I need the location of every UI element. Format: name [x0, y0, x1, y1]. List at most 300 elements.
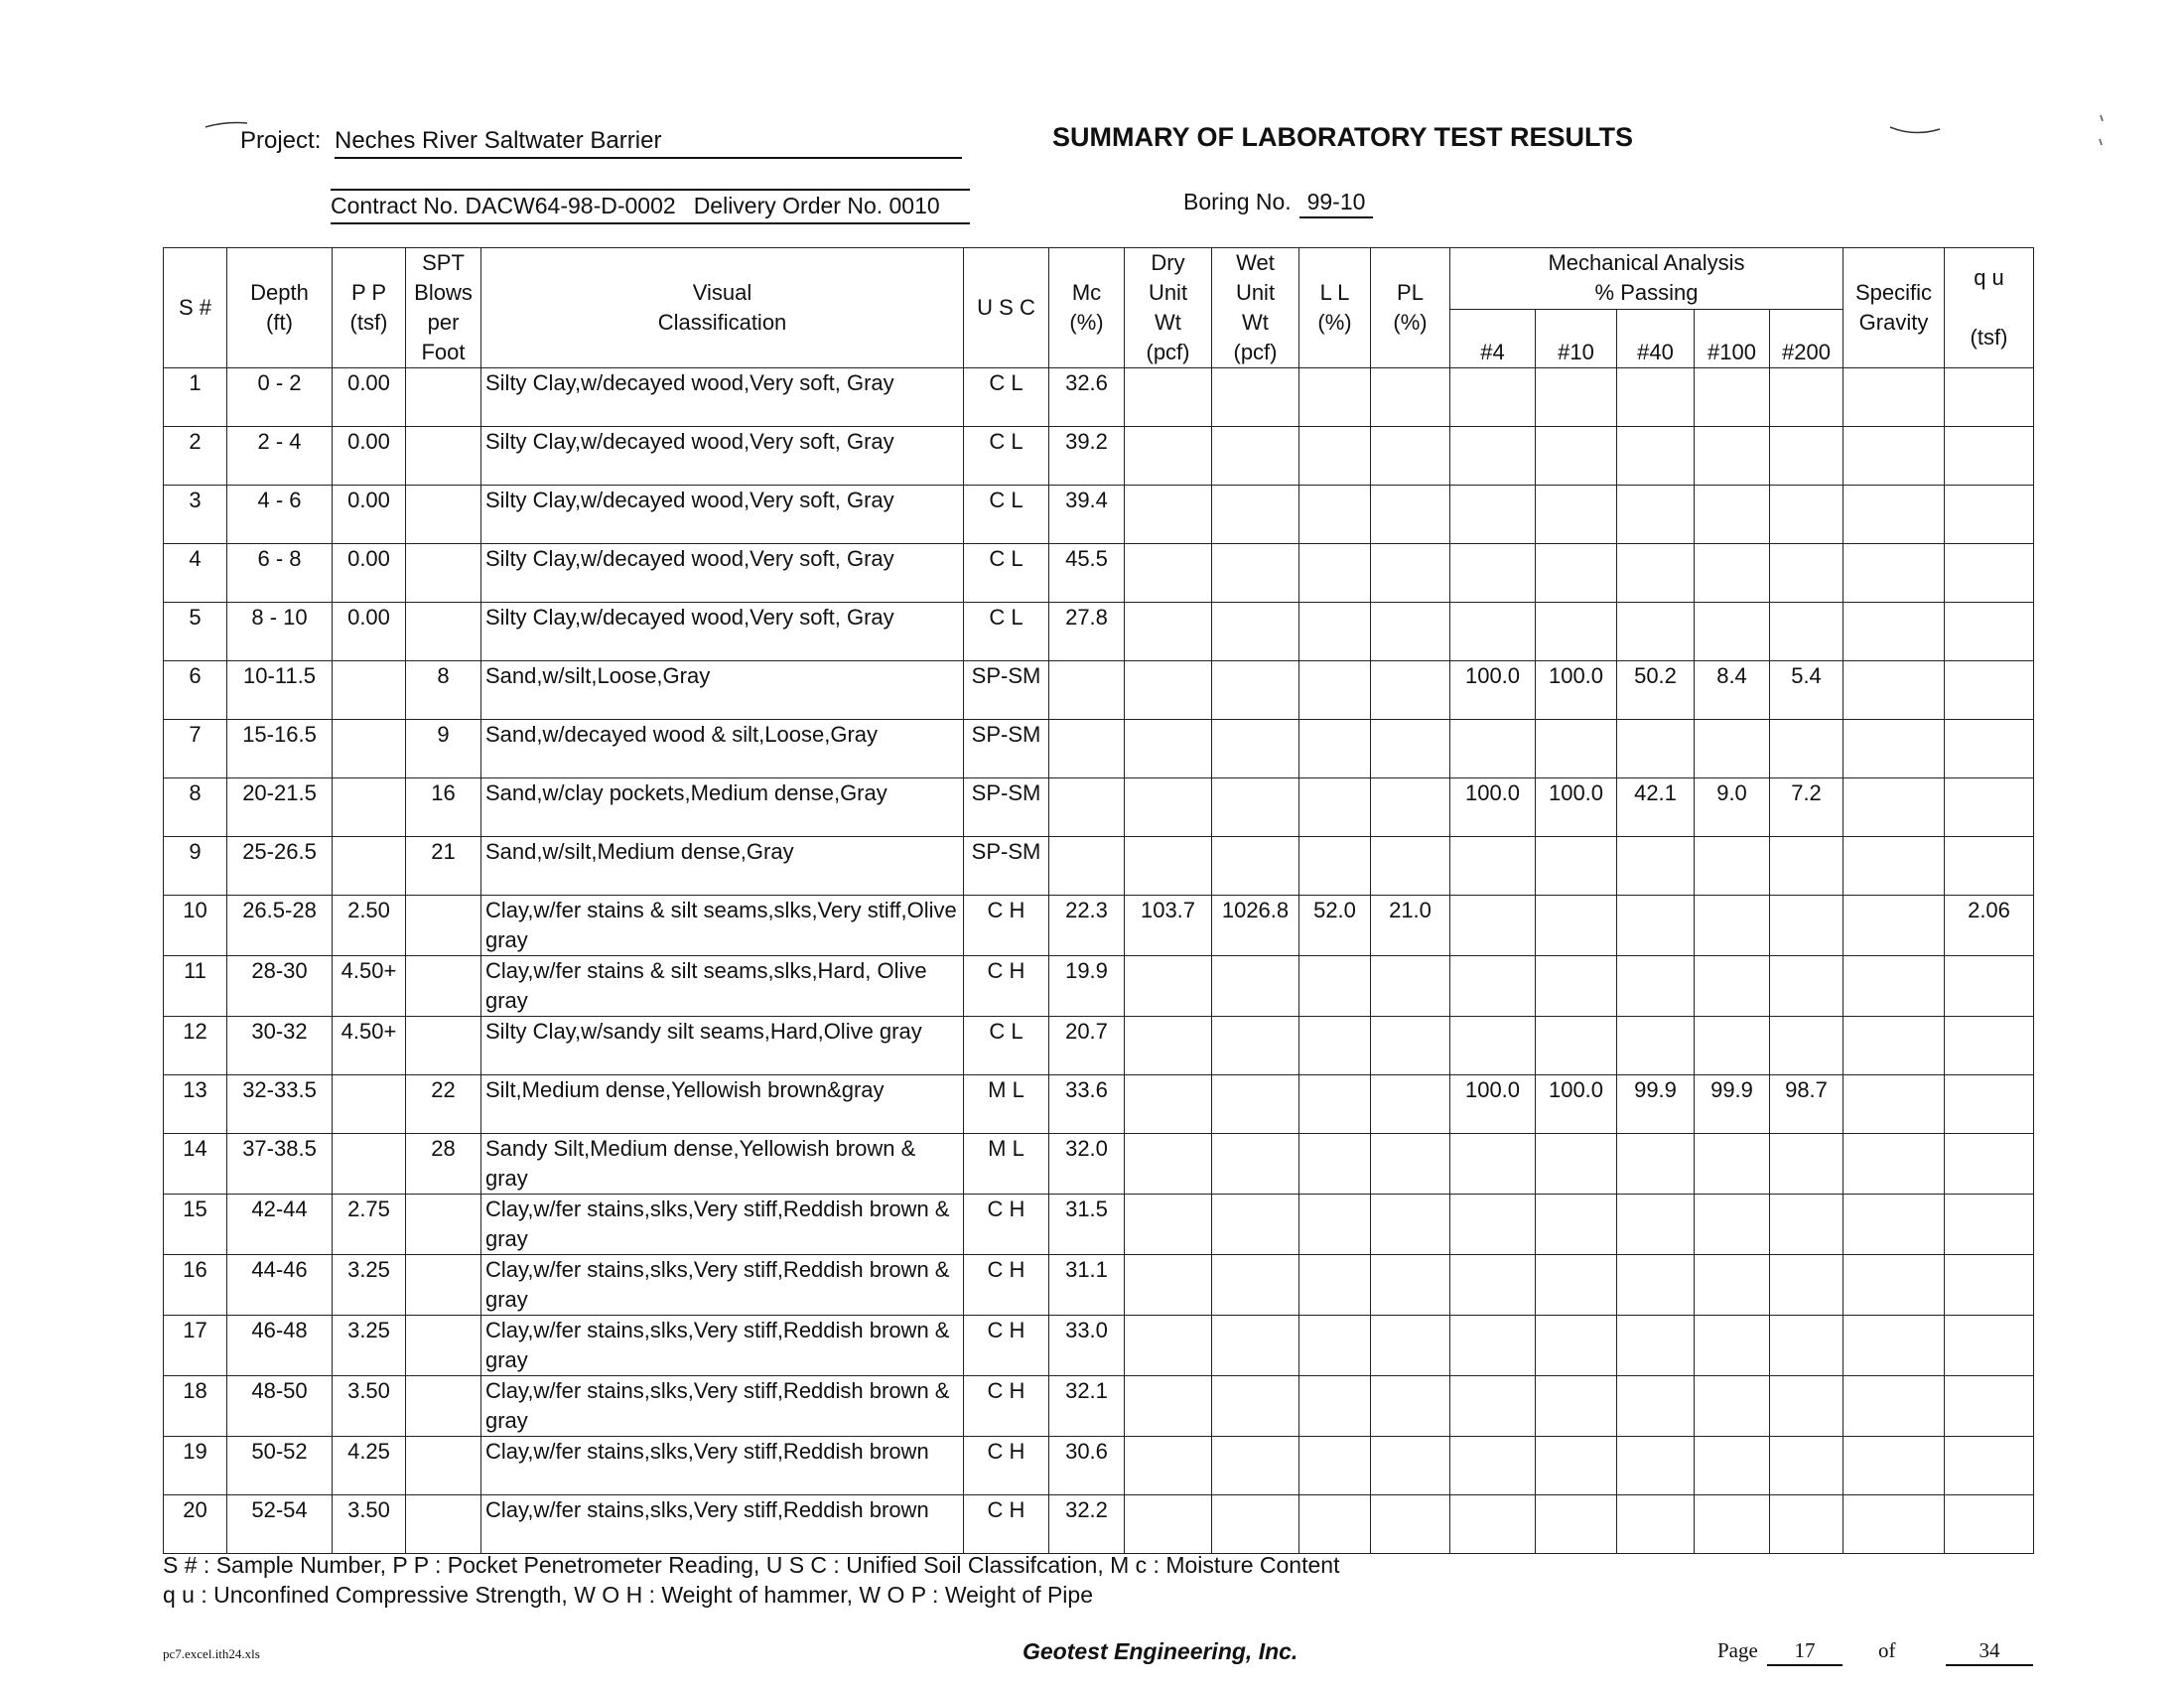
cell-moisture-content: 22.3 [1049, 896, 1125, 956]
cell-usc: SP-SM [964, 778, 1049, 837]
cell-liquid-limit [1299, 427, 1371, 486]
cell-specific-gravity [1843, 661, 1945, 720]
cell-liquid-limit [1299, 837, 1371, 896]
cell-sample-number: 5 [164, 603, 227, 661]
cell-visual-classification: Silty Clay,w/decayed wood,Very soft, Gray [481, 486, 964, 544]
cell-qu [1945, 661, 2034, 720]
cell-usc: C H [964, 1495, 1049, 1554]
cell-sample-number: 20 [164, 1495, 227, 1554]
cell-dry-unit-wt [1125, 720, 1212, 778]
cell-passing-40 [1617, 837, 1695, 896]
cell-depth: 2 - 4 [227, 427, 333, 486]
cell-specific-gravity [1843, 720, 1945, 778]
cell-passing-100 [1695, 1495, 1770, 1554]
cell-visual-classification: Sand,w/silt,Loose,Gray [481, 661, 964, 720]
cell-depth: 0 - 2 [227, 368, 333, 427]
cell-sample-number: 10 [164, 896, 227, 956]
cell-visual-classification: Clay,w/fer stains,slks,Very stiff,Reddish brown & gray [481, 1195, 964, 1255]
cell-depth: 25-26.5 [227, 837, 333, 896]
cell-wet-unit-wt: 1026.8 [1212, 896, 1299, 956]
cell-liquid-limit [1299, 486, 1371, 544]
cell-plastic-limit [1371, 1255, 1450, 1316]
cell-plastic-limit [1371, 1017, 1450, 1075]
cell-qu [1945, 1017, 2034, 1075]
cell-sample-number: 6 [164, 661, 227, 720]
cell-passing-10: 100.0 [1536, 1075, 1617, 1134]
cell-spt-blows [406, 1495, 481, 1554]
cell-depth: 15-16.5 [227, 720, 333, 778]
cell-wet-unit-wt [1212, 778, 1299, 837]
cell-visual-classification: Clay,w/fer stains,slks,Very stiff,Reddish brown & gray [481, 1376, 964, 1437]
header-mechanical-analysis: Mechanical Analysis % Passing [1450, 248, 1843, 310]
cell-plastic-limit [1371, 1075, 1450, 1134]
table-row [164, 544, 2034, 603]
cell-qu [1945, 1376, 2034, 1437]
cell-spt-blows [406, 1195, 481, 1255]
cell-pocket-penetrometer: 0.00 [333, 427, 406, 486]
cell-pocket-penetrometer: 0.00 [333, 486, 406, 544]
header-wet-unit-wt: Wet Unit Wt (pcf) [1212, 248, 1299, 368]
cell-wet-unit-wt [1212, 427, 1299, 486]
cell-plastic-limit [1371, 1437, 1450, 1495]
cell-depth: 46-48 [227, 1316, 333, 1376]
cell-pocket-penetrometer: 3.25 [333, 1316, 406, 1376]
cell-specific-gravity [1843, 956, 1945, 1017]
table-row [164, 1376, 2034, 1437]
cell-passing-10 [1536, 1134, 1617, 1195]
cell-moisture-content: 27.8 [1049, 603, 1125, 661]
cell-passing-40 [1617, 1495, 1695, 1554]
boring-number: 99-10 [1299, 189, 1373, 218]
cell-wet-unit-wt [1212, 720, 1299, 778]
cell-passing-4 [1450, 720, 1536, 778]
cell-visual-classification: Clay,w/fer stains & silt seams,slks,Hard, Olive gray [481, 956, 964, 1017]
header-pl: PL (%) [1371, 248, 1450, 368]
cell-passing-10 [1536, 956, 1617, 1017]
cell-usc: SP-SM [964, 720, 1049, 778]
table-row [164, 778, 2034, 837]
cell-passing-10: 100.0 [1536, 661, 1617, 720]
cell-usc: C H [964, 1437, 1049, 1495]
table-row [164, 720, 2034, 778]
cell-usc: C H [964, 1316, 1049, 1376]
cell-passing-200 [1770, 368, 1843, 427]
cell-passing-4: 100.0 [1450, 1075, 1536, 1134]
cell-dry-unit-wt [1125, 1316, 1212, 1376]
cell-passing-40 [1617, 544, 1695, 603]
cell-depth: 30-32 [227, 1017, 333, 1075]
cell-qu [1945, 1134, 2034, 1195]
cell-qu [1945, 544, 2034, 603]
cell-passing-200 [1770, 603, 1843, 661]
cell-passing-40: 42.1 [1617, 778, 1695, 837]
page-label: Page [1717, 1638, 1758, 1662]
cell-specific-gravity [1843, 1017, 1945, 1075]
cell-sample-number: 19 [164, 1437, 227, 1495]
cell-moisture-content [1049, 661, 1125, 720]
cell-passing-100 [1695, 1255, 1770, 1316]
cell-passing-4 [1450, 896, 1536, 956]
cell-passing-40 [1617, 720, 1695, 778]
cell-depth: 8 - 10 [227, 603, 333, 661]
cell-pocket-penetrometer [333, 778, 406, 837]
table-row [164, 603, 2034, 661]
delivery-order: Delivery Order No. 0010 [693, 193, 940, 218]
cell-passing-200 [1770, 1316, 1843, 1376]
cell-spt-blows: 21 [406, 837, 481, 896]
cell-visual-classification: Silt,Medium dense,Yellowish brown&gray [481, 1075, 964, 1134]
table-row [164, 1316, 2034, 1376]
cell-depth: 52-54 [227, 1495, 333, 1554]
page-total: 34 [1946, 1638, 2033, 1666]
cell-moisture-content: 39.2 [1049, 427, 1125, 486]
cell-passing-100 [1695, 896, 1770, 956]
cell-passing-100 [1695, 1017, 1770, 1075]
cell-passing-200 [1770, 956, 1843, 1017]
cell-passing-10 [1536, 1195, 1617, 1255]
cell-liquid-limit [1299, 544, 1371, 603]
cell-spt-blows: 22 [406, 1075, 481, 1134]
cell-pocket-penetrometer [333, 1075, 406, 1134]
project-name: Neches River Saltwater Barrier [335, 127, 962, 159]
cell-passing-100 [1695, 368, 1770, 427]
cell-passing-10 [1536, 1495, 1617, 1554]
cell-spt-blows [406, 544, 481, 603]
cell-usc: C L [964, 603, 1049, 661]
cell-liquid-limit [1299, 1376, 1371, 1437]
cell-sample-number: 3 [164, 486, 227, 544]
legend-line-2: q u : Unconfined Compressive Strength, W O H : Weight of hammer, W O P : Weight of Pipe [163, 1582, 1094, 1608]
cell-visual-classification: Clay,w/fer stains,slks,Very stiff,Reddish brown [481, 1495, 964, 1554]
table-row [164, 486, 2034, 544]
cell-liquid-limit [1299, 661, 1371, 720]
cell-passing-40 [1617, 1437, 1695, 1495]
cell-passing-10 [1536, 544, 1617, 603]
contract-line [331, 189, 970, 224]
cell-pocket-penetrometer [333, 720, 406, 778]
cell-passing-200 [1770, 1495, 1843, 1554]
header-sieve-4: #4 [1450, 309, 1536, 368]
cell-passing-10 [1536, 603, 1617, 661]
cell-passing-200: 98.7 [1770, 1075, 1843, 1134]
cell-liquid-limit [1299, 368, 1371, 427]
header-pp: P P (tsf) [333, 248, 406, 368]
cell-sample-number: 15 [164, 1195, 227, 1255]
cell-moisture-content [1049, 837, 1125, 896]
cell-passing-100 [1695, 1437, 1770, 1495]
cell-passing-4 [1450, 486, 1536, 544]
table-row [164, 1195, 2034, 1255]
cell-passing-100 [1695, 956, 1770, 1017]
cell-moisture-content: 33.0 [1049, 1316, 1125, 1376]
header-sieve-10: #10 [1536, 309, 1617, 368]
cell-passing-4 [1450, 544, 1536, 603]
cell-usc: SP-SM [964, 661, 1049, 720]
cell-usc: C L [964, 544, 1049, 603]
cell-wet-unit-wt [1212, 544, 1299, 603]
cell-passing-4 [1450, 1195, 1536, 1255]
cell-plastic-limit [1371, 368, 1450, 427]
cell-pocket-penetrometer [333, 1134, 406, 1195]
cell-qu [1945, 368, 2034, 427]
cell-spt-blows [406, 603, 481, 661]
header-spt: SPT Blows per Foot [406, 248, 481, 368]
cell-wet-unit-wt [1212, 1075, 1299, 1134]
cell-passing-4 [1450, 1437, 1536, 1495]
cell-moisture-content: 20.7 [1049, 1017, 1125, 1075]
cell-passing-4 [1450, 368, 1536, 427]
cell-sample-number: 13 [164, 1075, 227, 1134]
cell-passing-200 [1770, 1437, 1843, 1495]
cell-spt-blows: 16 [406, 778, 481, 837]
cell-passing-200 [1770, 544, 1843, 603]
cell-usc: C H [964, 896, 1049, 956]
cell-qu [1945, 1316, 2034, 1376]
cell-specific-gravity [1843, 896, 1945, 956]
cell-passing-10 [1536, 1376, 1617, 1437]
cell-passing-100: 9.0 [1695, 778, 1770, 837]
header-sieve-40: #40 [1617, 309, 1695, 368]
cell-passing-40 [1617, 956, 1695, 1017]
cell-spt-blows [406, 486, 481, 544]
cell-sample-number: 12 [164, 1017, 227, 1075]
cell-passing-100 [1695, 603, 1770, 661]
cell-visual-classification: Sand,w/clay pockets,Medium dense,Gray [481, 778, 964, 837]
boring-label: Boring No. [1183, 189, 1292, 214]
cell-spt-blows [406, 1316, 481, 1376]
cell-spt-blows [406, 368, 481, 427]
cell-dry-unit-wt [1125, 427, 1212, 486]
cell-dry-unit-wt [1125, 778, 1212, 837]
lab-results-table [163, 247, 2034, 1554]
cell-qu [1945, 603, 2034, 661]
cell-passing-10 [1536, 427, 1617, 486]
header-usc: U S C [964, 248, 1049, 368]
cell-dry-unit-wt [1125, 368, 1212, 427]
cell-pocket-penetrometer: 0.00 [333, 603, 406, 661]
cell-dry-unit-wt [1125, 1075, 1212, 1134]
cell-usc: M L [964, 1075, 1049, 1134]
cell-wet-unit-wt [1212, 603, 1299, 661]
cell-moisture-content [1049, 778, 1125, 837]
cell-wet-unit-wt [1212, 486, 1299, 544]
cell-moisture-content: 31.5 [1049, 1195, 1125, 1255]
cell-pocket-penetrometer: 2.50 [333, 896, 406, 956]
cell-specific-gravity [1843, 1075, 1945, 1134]
page-of-label: of [1878, 1638, 1896, 1662]
cell-specific-gravity [1843, 427, 1945, 486]
header-sieve-100: #100 [1695, 309, 1770, 368]
cell-plastic-limit [1371, 1316, 1450, 1376]
cell-usc: M L [964, 1134, 1049, 1195]
cell-visual-classification: Sand,w/decayed wood & silt,Loose,Gray [481, 720, 964, 778]
cell-dry-unit-wt [1125, 486, 1212, 544]
cell-passing-10: 100.0 [1536, 778, 1617, 837]
cell-wet-unit-wt [1212, 1195, 1299, 1255]
cell-specific-gravity [1843, 1437, 1945, 1495]
cell-dry-unit-wt: 103.7 [1125, 896, 1212, 956]
cell-specific-gravity [1843, 1376, 1945, 1437]
cell-qu [1945, 837, 2034, 896]
cell-moisture-content: 32.0 [1049, 1134, 1125, 1195]
cell-depth: 42-44 [227, 1195, 333, 1255]
cell-passing-100 [1695, 1376, 1770, 1437]
cell-visual-classification: Silty Clay,w/decayed wood,Very soft, Gray [481, 544, 964, 603]
cell-depth: 6 - 8 [227, 544, 333, 603]
cell-dry-unit-wt [1125, 603, 1212, 661]
cell-specific-gravity [1843, 1316, 1945, 1376]
cell-passing-40 [1617, 1376, 1695, 1437]
cell-sample-number: 16 [164, 1255, 227, 1316]
cell-plastic-limit: 21.0 [1371, 896, 1450, 956]
cell-dry-unit-wt [1125, 1134, 1212, 1195]
header-sieve-200: #200 [1770, 309, 1843, 368]
cell-spt-blows [406, 1255, 481, 1316]
cell-sample-number: 4 [164, 544, 227, 603]
cell-usc: C L [964, 486, 1049, 544]
cell-usc: C H [964, 956, 1049, 1017]
cell-depth: 48-50 [227, 1376, 333, 1437]
cell-passing-200 [1770, 720, 1843, 778]
cell-liquid-limit [1299, 778, 1371, 837]
cell-wet-unit-wt [1212, 1134, 1299, 1195]
cell-wet-unit-wt [1212, 956, 1299, 1017]
cell-passing-10 [1536, 368, 1617, 427]
table-row [164, 1437, 2034, 1495]
table-row [164, 956, 2034, 1017]
cell-usc: C H [964, 1376, 1049, 1437]
cell-dry-unit-wt [1125, 1255, 1212, 1316]
cell-usc: C H [964, 1255, 1049, 1316]
cell-passing-4 [1450, 1495, 1536, 1554]
table-row [164, 837, 2034, 896]
table-row [164, 896, 2034, 956]
cell-dry-unit-wt [1125, 1195, 1212, 1255]
cell-liquid-limit [1299, 1075, 1371, 1134]
cell-wet-unit-wt [1212, 1437, 1299, 1495]
cell-sample-number: 18 [164, 1376, 227, 1437]
cell-passing-40: 50.2 [1617, 661, 1695, 720]
cell-passing-100 [1695, 720, 1770, 778]
cell-depth: 32-33.5 [227, 1075, 333, 1134]
cell-qu [1945, 778, 2034, 837]
cell-dry-unit-wt [1125, 1495, 1212, 1554]
cell-pocket-penetrometer: 4.50+ [333, 1017, 406, 1075]
file-id: pc7.excel.ith24.xls [163, 1646, 260, 1661]
cell-visual-classification: Clay,w/fer stains,slks,Very stiff,Reddish brown & gray [481, 1255, 964, 1316]
cell-liquid-limit [1299, 956, 1371, 1017]
cell-specific-gravity [1843, 486, 1945, 544]
cell-passing-200: 7.2 [1770, 778, 1843, 837]
cell-dry-unit-wt [1125, 1376, 1212, 1437]
cell-specific-gravity [1843, 1255, 1945, 1316]
cell-passing-10 [1536, 1255, 1617, 1316]
cell-specific-gravity [1843, 603, 1945, 661]
cell-pocket-penetrometer: 0.00 [333, 368, 406, 427]
cell-pocket-penetrometer [333, 661, 406, 720]
cell-passing-100: 8.4 [1695, 661, 1770, 720]
cell-passing-200 [1770, 1255, 1843, 1316]
table-row [164, 661, 2034, 720]
contract-number: Contract No. DACW64-98-D-0002 [331, 193, 676, 218]
cell-passing-4 [1450, 1376, 1536, 1437]
header-visual: Visual Classification [481, 248, 964, 368]
table-row [164, 1134, 2034, 1195]
cell-pocket-penetrometer: 4.25 [333, 1437, 406, 1495]
cell-passing-4 [1450, 956, 1536, 1017]
cell-passing-200 [1770, 896, 1843, 956]
cell-depth: 10-11.5 [227, 661, 333, 720]
cell-qu [1945, 486, 2034, 544]
cell-passing-4 [1450, 427, 1536, 486]
cell-passing-40 [1617, 486, 1695, 544]
cell-passing-40 [1617, 603, 1695, 661]
cell-depth: 26.5-28 [227, 896, 333, 956]
cell-liquid-limit [1299, 1255, 1371, 1316]
cell-depth: 4 - 6 [227, 486, 333, 544]
cell-moisture-content: 32.6 [1049, 368, 1125, 427]
cell-passing-10 [1536, 896, 1617, 956]
cell-passing-4 [1450, 837, 1536, 896]
header-sample: S # [164, 248, 227, 368]
cell-plastic-limit [1371, 1376, 1450, 1437]
cell-passing-4 [1450, 1255, 1536, 1316]
cell-depth: 28-30 [227, 956, 333, 1017]
cell-visual-classification: Silty Clay,w/sandy silt seams,Hard,Olive gray [481, 1017, 964, 1075]
cell-specific-gravity [1843, 1195, 1945, 1255]
cell-sample-number: 17 [164, 1316, 227, 1376]
table-row [164, 368, 2034, 427]
cell-usc: C H [964, 1195, 1049, 1255]
cell-sample-number: 14 [164, 1134, 227, 1195]
header-mc: Mc (%) [1049, 248, 1125, 368]
cell-passing-40 [1617, 1195, 1695, 1255]
cell-wet-unit-wt [1212, 661, 1299, 720]
cell-sample-number: 2 [164, 427, 227, 486]
legend-line-1: S # : Sample Number, P P : Pocket Penetrometer Reading, U S C : Unified Soil Classifcation, M c : Moisture Content [163, 1552, 1340, 1578]
table-row [164, 1017, 2034, 1075]
cell-pocket-penetrometer: 4.50+ [333, 956, 406, 1017]
header-qu: q u (tsf) [1945, 248, 2034, 368]
cell-usc: C L [964, 1017, 1049, 1075]
cell-sample-number: 7 [164, 720, 227, 778]
cell-specific-gravity [1843, 544, 1945, 603]
cell-passing-40: 99.9 [1617, 1075, 1695, 1134]
cell-qu [1945, 427, 2034, 486]
cell-plastic-limit [1371, 603, 1450, 661]
cell-depth: 37-38.5 [227, 1134, 333, 1195]
cell-plastic-limit [1371, 486, 1450, 544]
cell-specific-gravity [1843, 1495, 1945, 1554]
cell-passing-200 [1770, 486, 1843, 544]
cell-sample-number: 8 [164, 778, 227, 837]
cell-sample-number: 11 [164, 956, 227, 1017]
cell-visual-classification: Silty Clay,w/decayed wood,Very soft, Gray [481, 368, 964, 427]
cell-moisture-content: 31.1 [1049, 1255, 1125, 1316]
cell-pocket-penetrometer: 3.50 [333, 1376, 406, 1437]
cell-dry-unit-wt [1125, 1017, 1212, 1075]
cell-liquid-limit [1299, 1134, 1371, 1195]
cell-pocket-penetrometer: 2.75 [333, 1195, 406, 1255]
header-specific-gravity: Specific Gravity [1843, 248, 1945, 368]
cell-passing-200 [1770, 1195, 1843, 1255]
cell-qu [1945, 720, 2034, 778]
cell-passing-40 [1617, 1017, 1695, 1075]
cell-dry-unit-wt [1125, 956, 1212, 1017]
cell-qu: 2.06 [1945, 896, 2034, 956]
cell-pocket-penetrometer: 0.00 [333, 544, 406, 603]
cell-specific-gravity [1843, 778, 1945, 837]
